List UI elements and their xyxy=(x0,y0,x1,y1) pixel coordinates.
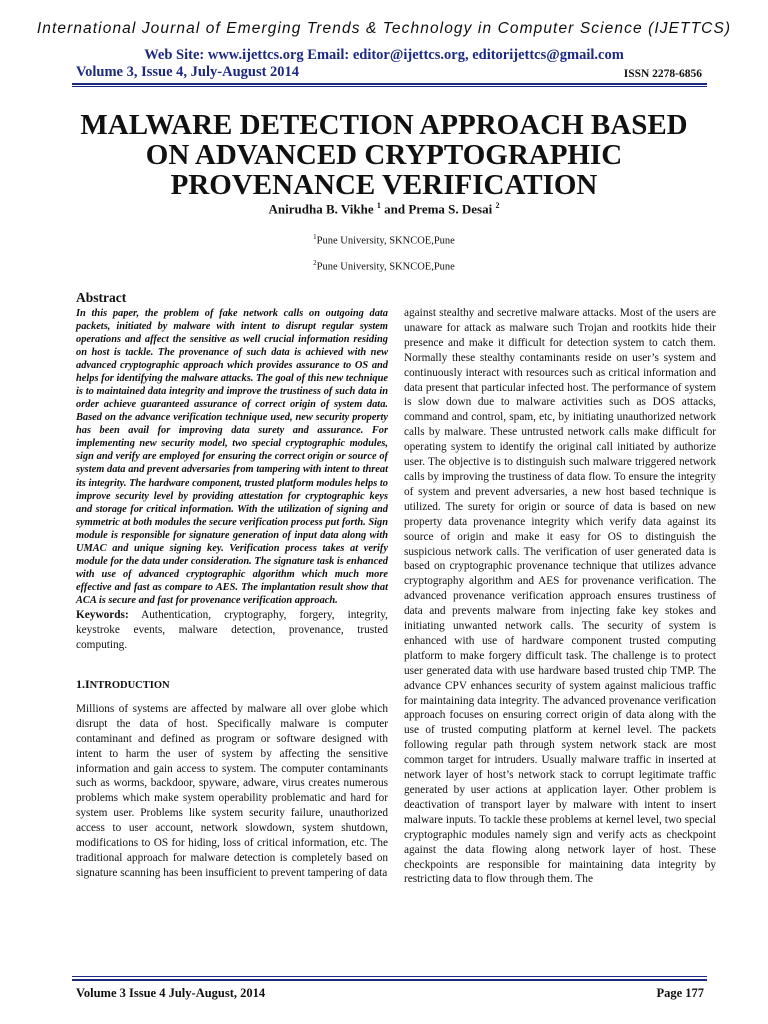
abstract-heading: Abstract xyxy=(76,290,127,305)
intro-paragraph-right: against stealthy and secretive malware attacks. Most of the users are unaware for attack as malware such Trojan and rootkits hide their presence and make it difficult for detection system to catch them. Normally these stealthy contaminants reside on user’s system and continuously interact with resources such as critical information and data present that particular infected host. The performance of system is slow down due to malware activities such as DOS attacks, command and control, spam, etc, by initiating unauthorized network calls by malware. These untrusted network calls make difficult for operating system to identify the original call initiated by authorize user. The objective is to distinguish such malware triggered network calls by improving the trustiness of data flow. To ensure the integrity of system and prevent adversaries, a new host based technique is utilized. The surety for origin or source of data is based on new property data provenance integrity which verify data against its source of origin and make it easy for OS to distinguish the suspicious network calls. The verification of user generated data is based on cryptographic provenance technique that utilizes advance cryptography algorithm and AES for provenance verification. The advanced provenance verification approach ensures trustiness of data and prevents malware from injecting fake key stokes and initiating unwanted network calls. The security of system is enhanced with use of hardware component trusted computing platform to make forgery difficult task. The challenge is to protect user generated data with use hardware based trusted chip TMP. The advance CPV enhances security of system against malicious traffic for maintaining data integrity. The advanced provenance verification approach focuses on ensuring correct origin of data along with the use of trusted computing platform at kernel level. The packets following regular path through system network stack are most common target for intruders. Usually malware traffic in inserted at network layer of host’s network stack to corrupt legitimate traffic generated by user actions at application layer. Other problem is deactivation of transport layer by malware with intent to insert malware inputs. To tackle these problems at kernel level, two special cryptographic modules namely sign and verify acts as checkpoint against the data flowing along network layer of host. These checkpoints are responsible for maintaining data integrity by restricting data to flow through them. The xyxy=(404,307,716,886)
keywords-label: Keywords: xyxy=(76,608,129,621)
affiliation-2-text: Pune University, SKNCOE,Pune xyxy=(316,261,455,273)
author-1: Anirudha B. Vikhe xyxy=(268,201,374,217)
footer-rule xyxy=(72,979,707,981)
footer-volume: Volume 3 Issue 4 July-August, 2014 xyxy=(76,986,266,1000)
keywords xyxy=(76,608,388,653)
section-initial: I xyxy=(85,676,90,691)
header-rule-thin xyxy=(72,86,707,87)
author-conjunction: and xyxy=(380,201,409,217)
left-column xyxy=(76,291,388,881)
author-line xyxy=(0,201,768,217)
section-title-rest: NTRODUCTION xyxy=(89,679,170,691)
intro-paragraph-left: Millions of systems are affected by malware all over globe which disrupt the data of host. Specifically malware is computer contaminant and defined as program or software designed with intent to harm the user of system by affecting the sensitive information and gain access to system. The computer contaminants such as worms, backdoor, spyware, adware, virus creates numerous problems which make system operability problematic and hard for system user. Problems like system security failure, unauthorized access to user account, network slowdown, system shutdown, modifications to OS for hiding, loss of critical information, etc. The traditional approach for malware detection is completely based on signature scanning has been insufficient to prevent tampering of data xyxy=(76,702,388,879)
affiliation-1-sup: 1 xyxy=(313,233,317,241)
right-column xyxy=(404,306,716,887)
journal-name: International Journal of Emerging Trends & Technology in Computer Science (IJETTCS) xyxy=(36,20,732,37)
journal-website: Web Site: www.ijettcs.org Email: editor@ijettcs.org, editorijettcs@gmail.com xyxy=(144,47,624,63)
author-2: Prema S. Desai xyxy=(408,201,493,217)
affiliation-2 xyxy=(0,259,768,273)
header-rule xyxy=(72,83,707,85)
affiliation-2-sup: 2 xyxy=(313,259,317,267)
issn: ISSN 2278-6856 xyxy=(623,68,702,80)
keywords-text: Authentication, cryptography, forgery, integrity, keystroke events, malware detection, provenance, trusted computing. xyxy=(76,608,388,651)
abstract-body: In this paper, the problem of fake network calls on outgoing data packets, initiated by malware with intent to disrupt regular system operations and affect the sensitive as well crucial information residing on host is tackle. The provenance of such data is achieved with new advanced cryptographic approach which provides assurance to OS and helps for identifying the malware attacks. The goal of this new technique is to maintained data integrity and improve the trustiness of such data in order achieve guaranteed assurance of correct origin of system data. Based on the advance verification technique used, new security property has been avail for improving data surety and assurance. For implementing new security model, two special cryptographic modules, sign and verify are employed for ensuring the correct origin or source of system data and prevent adversaries from tampering with intent to threat its integrity. The hardware component, trusted platform modules helps to improve security level by providing attestation for cryptographic keys and storage for critical information. With the utilization of signing and symmetric at both modules the secure verification process put forth. Sign module is responsible for signature generation of input data along with UMAC and unique signing key. Verification process takes at verify module for the data under consideration. The signature task is enhanced with use of advanced cryptographic algorithm which much more effective and fast as compare to AES. The implantation result show that ACA is secure and fast for provenance verification approach. xyxy=(76,307,389,606)
affiliation-1-text: Pune University, SKNCOE,Pune xyxy=(316,235,455,247)
section-heading-introduction xyxy=(76,677,388,694)
author-2-sup: 2 xyxy=(495,201,500,210)
affiliation-1 xyxy=(0,233,768,247)
paper-title: MALWARE DETECTION APPROACH BASED ON ADVANCED CRYPTOGRAPHIC PROVENANCE VERIFICATION xyxy=(80,109,688,201)
author-1-sup: 1 xyxy=(376,201,381,210)
page-number: Page 177 xyxy=(656,986,704,1000)
volume-issue: Volume 3, Issue 4, July-August 2014 xyxy=(76,64,300,80)
section-number: 1. xyxy=(76,676,85,691)
footer-rule-thin xyxy=(72,976,707,977)
